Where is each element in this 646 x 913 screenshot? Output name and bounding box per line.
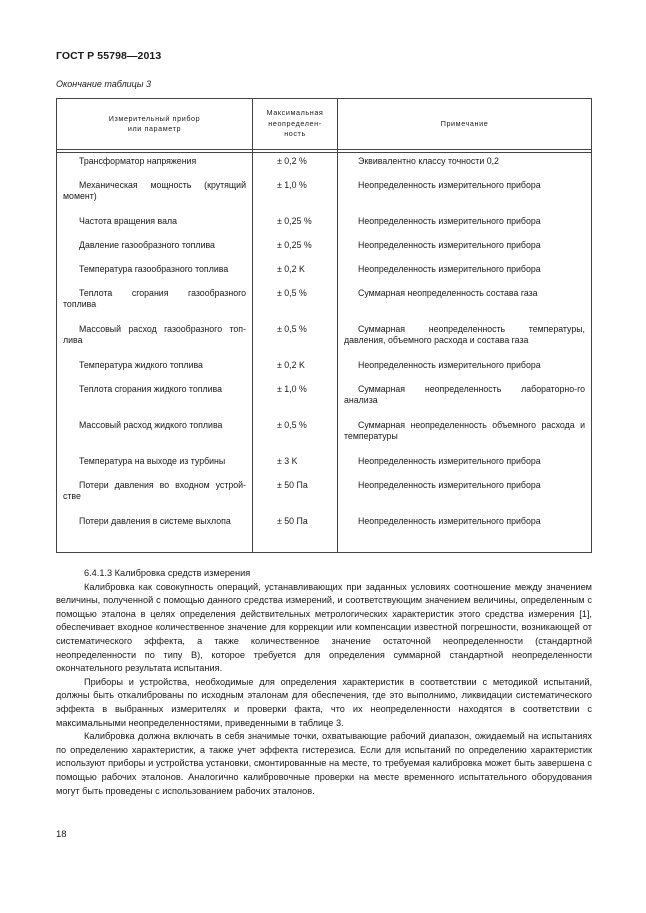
tolerance-cell: ± 0,25 % xyxy=(253,237,338,261)
note-text: Суммарная неопределенность температуры, давления, объемного расхода и состава газа xyxy=(344,323,585,346)
column-header-uncertainty xyxy=(253,99,338,150)
note-cell xyxy=(338,261,592,285)
note-cell xyxy=(338,237,592,261)
note-cell xyxy=(338,153,592,177)
param-cell xyxy=(57,453,253,477)
note-cell xyxy=(338,177,592,213)
table-row xyxy=(57,177,592,213)
table-row xyxy=(57,153,592,177)
paragraph-instrument-calibration: Приборы и устройства, необходимые для определения характеристик в соответствии с методикой испытаний, должны быть откалиброваны по исходным эталонам для обеспечения, где это выполнимо, ликвидации систематического эффекта в выбранных измерителях и проверки факта, что их неопределенности находятся в соответствии с максимальными неопределенностями, приведенными в таблице 3. xyxy=(56,676,592,728)
tolerance-cell: ± 50 Па xyxy=(253,513,338,553)
param-cell xyxy=(57,153,253,177)
note-text: Неопределенность измерительного прибора xyxy=(358,479,541,490)
note-cell xyxy=(338,453,592,477)
note-cell xyxy=(338,381,592,417)
param-cell xyxy=(57,477,253,513)
page-number: 18 xyxy=(56,829,67,840)
note-cell xyxy=(338,285,592,321)
param-cell xyxy=(57,285,253,321)
note-text: Суммарная неопределенность состава газа xyxy=(358,287,538,298)
param-cell xyxy=(57,381,253,417)
param-cell xyxy=(57,213,253,237)
param-text: Теплота сгорания жидкого топлива xyxy=(79,383,223,394)
param-cell xyxy=(57,237,253,261)
param-text: Потери давления во входном устрой-стве xyxy=(63,479,246,502)
param-cell xyxy=(57,321,253,357)
note-text: Неопределенность измерительного прибора xyxy=(358,179,541,190)
column-header-uncertainty-line2: неопределен- xyxy=(268,118,322,128)
table-row xyxy=(57,213,592,237)
table-caption: Окончание таблицы 3 xyxy=(56,79,151,89)
column-header-note: Примечание xyxy=(338,99,592,150)
table-row xyxy=(57,513,592,553)
section-heading: 6.4.1.3 Калибровка средств измерения xyxy=(84,568,251,578)
param-text: Трансформатор напряжения xyxy=(79,156,197,166)
tolerance-cell: ± 1,0 % xyxy=(253,177,338,213)
tolerance-cell: ± 50 Па xyxy=(253,477,338,513)
param-cell xyxy=(57,177,253,213)
note-cell xyxy=(338,321,592,357)
column-header-instrument-line1: Измерительный прибор xyxy=(108,113,201,123)
paragraph-calibration-definition: Калибровка как совокупность операций, устанавливающих при заданных условиях соотношение между значением величины, полученной с помощью данного средства измерений, и соответствующим значением величины, определенным с помощью эталона в целях определения действительных метрологических характеристик этого средства измерения [1], обеспечивает входное количественное значение для коррекции или компенсации известной погрешности, возникающей от систематического эффекта, а также количественное значение остаточной неопределенности (стандартной неопределенности по типу В), которое требуется для определения суммарной стандартной неопределенности окончательного результата испытания. xyxy=(56,581,592,674)
tolerance-cell: ± 0,5 % xyxy=(253,417,338,453)
param-text: Давление газообразного топлива xyxy=(79,239,215,250)
table-row xyxy=(57,237,592,261)
tolerance-cell: ± 0,2 K xyxy=(253,261,338,285)
note-cell xyxy=(338,513,592,553)
note-text: Неопределенность измерительного прибора xyxy=(358,515,541,526)
table-row xyxy=(57,417,592,453)
column-header-uncertainty-line3: ность xyxy=(284,129,306,139)
table-row xyxy=(57,321,592,357)
paragraph-calibration-points: Калибровка должна включать в себя значимые точки, охватывающие рабочий диапазон, ожидаемый на испытаниях по определению характеристик, а также учет эффекта гистерезиса. Если для испытаний по определению характеристик используют приборы и устройства установки, смонтированные на месте, то требуемая калибровка может быть завершена с помощью рабочих эталонов. Аналогично калибровочные проверки на месте временного испытательного оборудования могут быть проведены с использованием рабочих эталонов. xyxy=(56,731,592,796)
note-text: Суммарная неопределенность объемного расхода и температуры xyxy=(344,419,585,442)
param-text: Массовый расход газообразного топ-лива xyxy=(63,323,246,346)
param-cell xyxy=(57,513,253,553)
note-text: Неопределенность измерительного прибора xyxy=(358,359,541,370)
measurement-table xyxy=(56,98,592,553)
table-row xyxy=(57,453,592,477)
column-header-uncertainty-line1: Максимальная xyxy=(266,108,324,118)
param-cell xyxy=(57,261,253,285)
param-text: Теплота сгорания газообразного топлива xyxy=(63,287,246,310)
param-text: Температура на выходе из турбины xyxy=(79,455,226,466)
param-cell xyxy=(57,357,253,381)
note-text: Неопределенность измерительного прибора xyxy=(358,215,541,226)
tolerance-cell: ± 0,2 % xyxy=(253,153,338,177)
note-cell xyxy=(338,477,592,513)
param-cell xyxy=(57,417,253,453)
note-cell xyxy=(338,213,592,237)
table-row xyxy=(57,477,592,513)
body-text xyxy=(56,567,592,798)
tolerance-cell: ± 0,2 K xyxy=(253,357,338,381)
tolerance-cell: ± 0,5 % xyxy=(253,321,338,357)
param-text: Температура жидкого топлива xyxy=(79,359,203,370)
table-row xyxy=(57,261,592,285)
tolerance-cell: ± 1,0 % xyxy=(253,381,338,417)
table-row xyxy=(57,285,592,321)
param-text: Потери давления в системе выхлопа xyxy=(79,515,231,526)
param-text: Температура газообразного топлива xyxy=(79,263,229,274)
tolerance-cell: ± 0,25 % xyxy=(253,213,338,237)
note-text: Неопределенность измерительного прибора xyxy=(358,239,541,250)
column-header-instrument xyxy=(57,99,253,150)
note-text: Неопределенность измерительного прибора xyxy=(358,263,541,274)
table-row xyxy=(57,357,592,381)
standard-header: ГОСТ Р 55798—2013 xyxy=(56,50,162,62)
note-text: Неопределенность измерительного прибора xyxy=(358,455,541,466)
note-cell xyxy=(338,417,592,453)
param-text: Частота вращения вала xyxy=(79,215,178,226)
table-header-row xyxy=(57,99,592,150)
table-row xyxy=(57,381,592,417)
param-text: Механическая мощность (крутящий момент) xyxy=(63,179,246,202)
tolerance-cell: ± 3 K xyxy=(253,453,338,477)
param-text: Массовый расход жидкого топлива xyxy=(79,419,223,430)
column-header-instrument-line2: или параметр xyxy=(127,124,182,133)
note-text: Суммарная неопределенность лабораторно-го анализа xyxy=(344,383,585,406)
tolerance-cell: ± 0,5 % xyxy=(253,285,338,321)
note-cell xyxy=(338,357,592,381)
note-text: Эквивалентно классу точности 0,2 xyxy=(358,156,499,166)
